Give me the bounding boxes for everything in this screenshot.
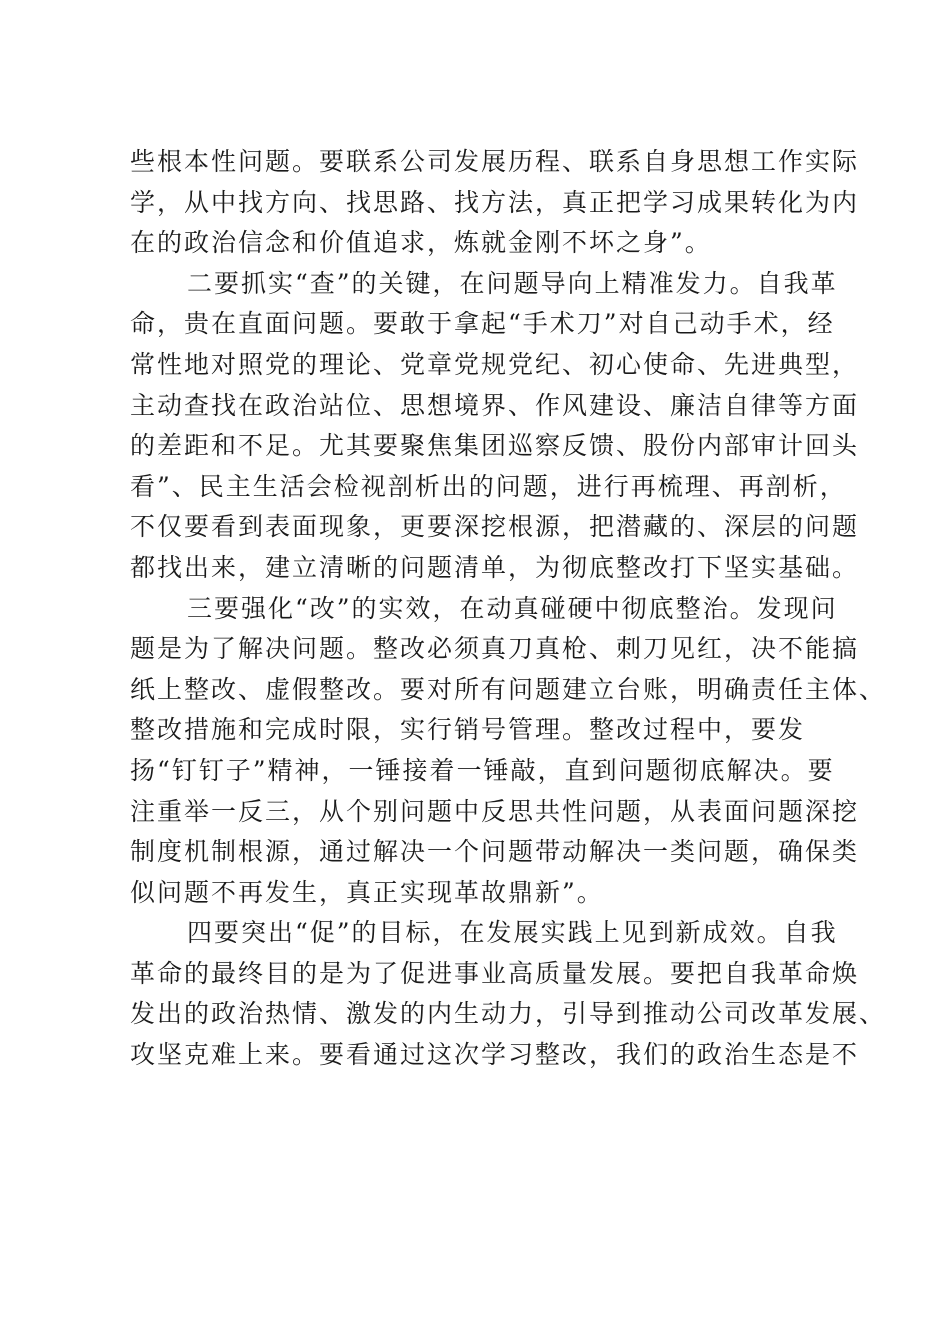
text-line: 整改措施和完成时限，实行销号管理。整改过程中，要发 <box>130 715 806 745</box>
body-text <box>130 142 887 1076</box>
text-line: 都找出来，建立清晰的问题清单，为彻底整改打下坚实基础。 <box>130 552 860 582</box>
text-line: 学，从中找方向、找思路、找方法，真正把学习成果转化为内 <box>130 187 860 217</box>
text-line: 似问题不再发生，真正实现革故鼎新”。 <box>130 877 604 907</box>
text-line: 攻坚克难上来。要看通过这次学习整改，我们的政治生态是不 <box>130 1040 860 1070</box>
text-line: 制度机制根源，通过解决一个问题带动解决一类问题，确保类 <box>130 837 860 867</box>
text-line: 主动查找在政治站位、思想境界、作风建设、廉洁自律等方面 <box>130 390 860 420</box>
text-line: 常性地对照党的理论、党章党规党纪、初心使命、先进典型， <box>130 349 860 379</box>
text-line: 发出的政治热情、激发的内生动力，引导到推动公司改革发展、 <box>130 999 887 1029</box>
text-line: 革命的最终目的是为了促进事业高质量发展。要把自我革命焕 <box>130 958 860 988</box>
text-line: 在的政治信念和价值追求，炼就金刚不坏之身”。 <box>130 228 712 258</box>
text-line: 扬“钉钉子”精神，一锤接着一锤敲，直到问题彻底解决。要 <box>130 755 835 785</box>
text-line: 些根本性问题。要联系公司发展历程、联系自身思想工作实际 <box>130 147 860 176</box>
text-line: 注重举一反三，从个别问题中反思共性问题，从表面问题深挖 <box>130 796 860 826</box>
text-line: 不仅要看到表面现象，更要深挖根源，把潜藏的、深层的问题 <box>130 512 860 542</box>
paragraph-first-line: 三要强化“改”的实效，在动真碰硬中彻底整治。发现问 <box>187 593 838 623</box>
text-line: 纸上整改、虚假整改。要对所有问题建立台账，明确责任主体、 <box>130 674 887 704</box>
text-line: 看”、民主生活会检视剖析出的问题，进行再梳理、再剖析， <box>130 471 847 501</box>
paragraph-first-line: 四要突出“促”的目标，在发展实践上见到新成效。自我 <box>187 918 838 948</box>
text-line: 命，贵在直面问题。要敢于拿起“手术刀”对自己动手术，经 <box>130 309 835 339</box>
paragraph-first-line: 二要抓实“查”的关键，在问题导向上精准发力。自我革 <box>187 268 838 298</box>
text-line: 的差距和不足。尤其要聚焦集团巡察反馈、股份内部审计回头 <box>130 431 860 461</box>
text-line: 题是为了解决问题。整改必须真刀真枪、刺刀见红，决不能搞 <box>130 634 860 664</box>
